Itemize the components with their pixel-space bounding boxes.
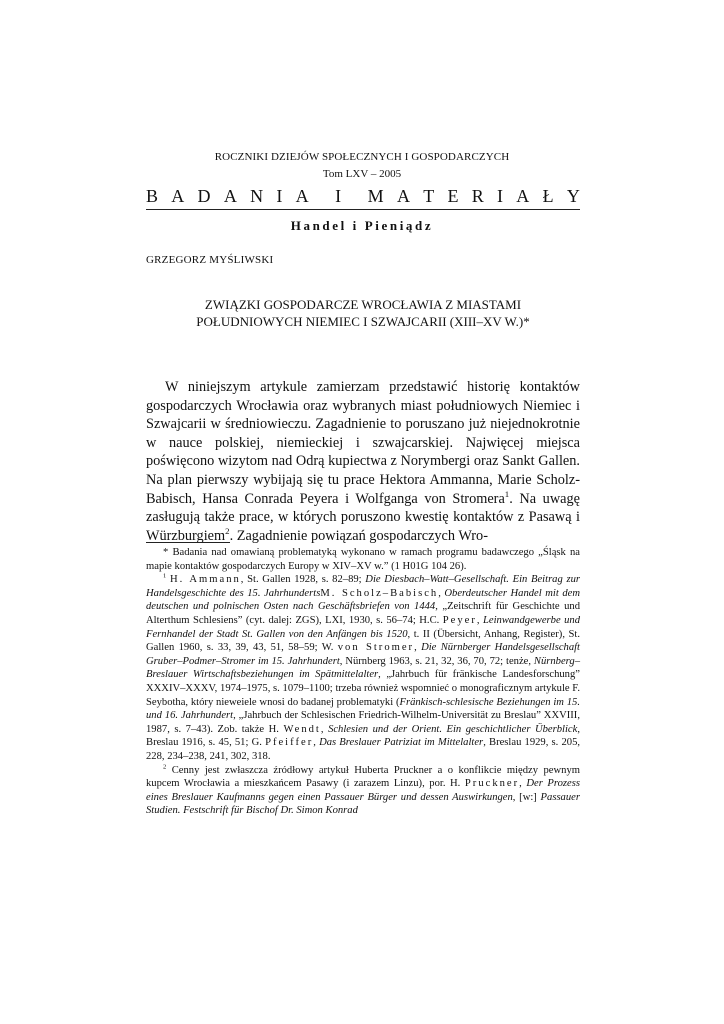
section-letter: A <box>171 186 185 206</box>
journal-title: ROCZNIKI DZIEJÓW SPOŁECZNYCH I GOSPODARCZYCH <box>214 151 510 163</box>
footnote-ref[interactable]: 2 <box>225 525 230 536</box>
cited-author: von Stromer <box>337 642 415 654</box>
article-title-line: POŁUDNIOWYCH NIEMIEC I SZWAJCARII (XIII–XV W.)* <box>196 314 530 329</box>
citation-text: , t. II (Übersicht, Anhang, Register), St. Gallen 1960, s. 33, 39, 43, 51, 58–59; W. <box>146 628 580 654</box>
citation-text: , <box>438 587 445 599</box>
citation-text: , „Jahrbuch für fränkische Landesforschung” XXXIV–XXXV, 1974–1975, s. 1079–1100; trzeba również wspomnieć o monograficznym artykule F. Seybotha, który nieweiele wnosi do badanej problematyki ( <box>146 669 580 708</box>
body-paragraph <box>146 378 580 545</box>
section-letter: A <box>295 186 309 206</box>
footnote-star: * Badania nad omawianą problematyką wykonano w ramach programu badawczego „Śląsk na mapie kontaktów gospodarczych Europy w XIV–XV w.” (1 H01G 104 26). <box>146 547 580 572</box>
citation-text: , Breslau 1916, s. 45, 51; G. <box>146 723 580 749</box>
article-author: GRZEGORZ MYŚLIWSKI <box>146 254 274 266</box>
section-letter: I <box>276 186 283 206</box>
section-letter: A <box>396 186 410 206</box>
citation-text: , St. Gallen 1928, s. 82–89; <box>240 574 366 586</box>
article-title <box>146 296 580 330</box>
cited-title: Der Prozess eines Breslauer Kaufmanns gegen einen Passauer Bürger und dessen Auswirkungen <box>146 778 580 803</box>
citation-text: , <box>414 642 422 654</box>
citation-text: , <box>320 723 329 735</box>
cited-author: H. Ammann <box>169 574 241 586</box>
article-title-line: ZWIĄZKI GOSPODARCZE WROCŁAWIA Z MIASTAMI <box>204 297 522 312</box>
cited-title: Nürnberg–Breslauer Wirtschaftsbeziehungen im Spätmittelalter <box>146 655 580 681</box>
citation-text: , <box>476 614 483 626</box>
footnote-ref[interactable]: 1 <box>504 488 510 499</box>
footnote-separator <box>146 542 230 543</box>
citation-text: , <box>313 737 320 749</box>
cited-author: Peyer <box>442 614 477 626</box>
citation-text: , <box>519 778 527 790</box>
section-letter: T <box>423 186 435 206</box>
cited-title: Passauer Studien. Festschrift für Bischof Dr. Simon Konrad <box>146 791 580 817</box>
section-letter: I <box>335 186 342 206</box>
section-letter: I <box>497 186 504 206</box>
citation-text: Cenny jest zwłaszcza źródłowy artykuł Huberta Pruckner a o konflikcie między pewnym kupcem Wrocławia a mieszkańcem Pasawy (i zarazem Linzu), por. H. <box>146 764 580 790</box>
footnotes <box>146 546 580 818</box>
cited-author: Pruckner <box>464 778 520 790</box>
volume-label: Tom LXV – 2005 <box>322 168 402 180</box>
cited-title: Die Nürnberger Handelsgesellschaft Gruber–Podmer–Stromer im 15. Jahrhundert <box>146 642 580 667</box>
body-text: W niniejszym artykule zamierzam przedstawić historię kontaktów gospodarczych Wrocławia oraz wybranych miast południowych Niemiec i Szwajcarii w średniowieczu. Zagadnienie to poruszano już niejednokrotnie w nauce polskiej, niemieckiej i szwajcarskiej. Najwięcej miejsca poświęcono wizytom nad Odrą kupiectwa z Norymbergi oraz Sankt Gallen. Na plan pierwszy wybijają się tu prace Hektora Ammanna, Marie Scholz-Babisch, Hansa Conrada Peyera i Wolfganga von Stromera <box>146 379 580 507</box>
citation-text: , Breslau 1929, s. 205, 228, 234–238, 241, 302, 318. <box>146 737 581 762</box>
section-letter: R <box>471 186 484 206</box>
citation-text: , „Zeitschrift für Geschichte und Alterthum Schlesiens” (cyt. dalej: ZGS), LXI, 1930, s. 56–74; H.C. <box>146 601 581 626</box>
section-rule <box>146 209 580 210</box>
section-letter: M <box>367 186 384 206</box>
cited-author: M. Scholz–Babisch <box>320 587 439 599</box>
footnote-number: 2 <box>163 762 167 770</box>
subsection-title: Handel i Pieniądz <box>290 218 434 233</box>
footnote-1 <box>146 573 580 763</box>
section-title <box>146 186 580 208</box>
section-letter: A <box>516 186 530 206</box>
cited-title: Die Diesbach–Watt–Gesellschaft. Ein Beitrag zur Handelsgeschichte des 15. Jahrhunderts <box>146 574 581 599</box>
citation-text: , „Jahrbuch der Schlesischen Friedrich-Wilhelm-Universität zu Breslau” XXVIII, 1987, s. 7–43). Zob. także H. <box>146 710 580 735</box>
cited-title: Fränkisch-schlesische Beziehungen im 15. und 16. Jahrhundert <box>146 696 580 722</box>
citation-text: , [w:] <box>512 791 541 803</box>
citation-text: , Nürnberg 1963, s. 21, 32, 36, 70, 72; tenże, <box>339 655 534 667</box>
section-letter: D <box>197 186 211 206</box>
section-letter: N <box>250 186 264 206</box>
section-letter: A <box>223 186 237 206</box>
cited-title: Oberdeutscher Handel mit dem deutschen und polnischen Osten nach Geschäftsbriefen von 1444 <box>146 587 580 613</box>
footnote-2 <box>146 764 580 818</box>
cited-author: Pfeiffer <box>265 737 314 749</box>
body-text: . Zagadnienie powiązań gospodarczych Wro- <box>229 527 488 544</box>
section-letter: Ł <box>542 186 554 206</box>
body-text: . Na uwagę zasługują także prace, w których poruszono kwestię kontaktów z Pasawą i Würzburgiem <box>146 490 580 544</box>
cited-title: Schlesien und der Orient. Ein geschichtlicher Überblick <box>328 723 578 735</box>
footnote-number: 1 <box>163 572 167 580</box>
cited-author: Wendt <box>283 723 321 735</box>
section-letter: E <box>447 186 459 206</box>
section-letter: Y <box>566 186 580 206</box>
section-letter: B <box>146 186 159 206</box>
cited-title: Leinwandgewerbe und Fernhandel der Stadt St. Gallen von den Anfängen bis 1520 <box>146 614 581 640</box>
cited-title: Das Breslauer Patriziat im Mittelalter <box>319 737 484 749</box>
